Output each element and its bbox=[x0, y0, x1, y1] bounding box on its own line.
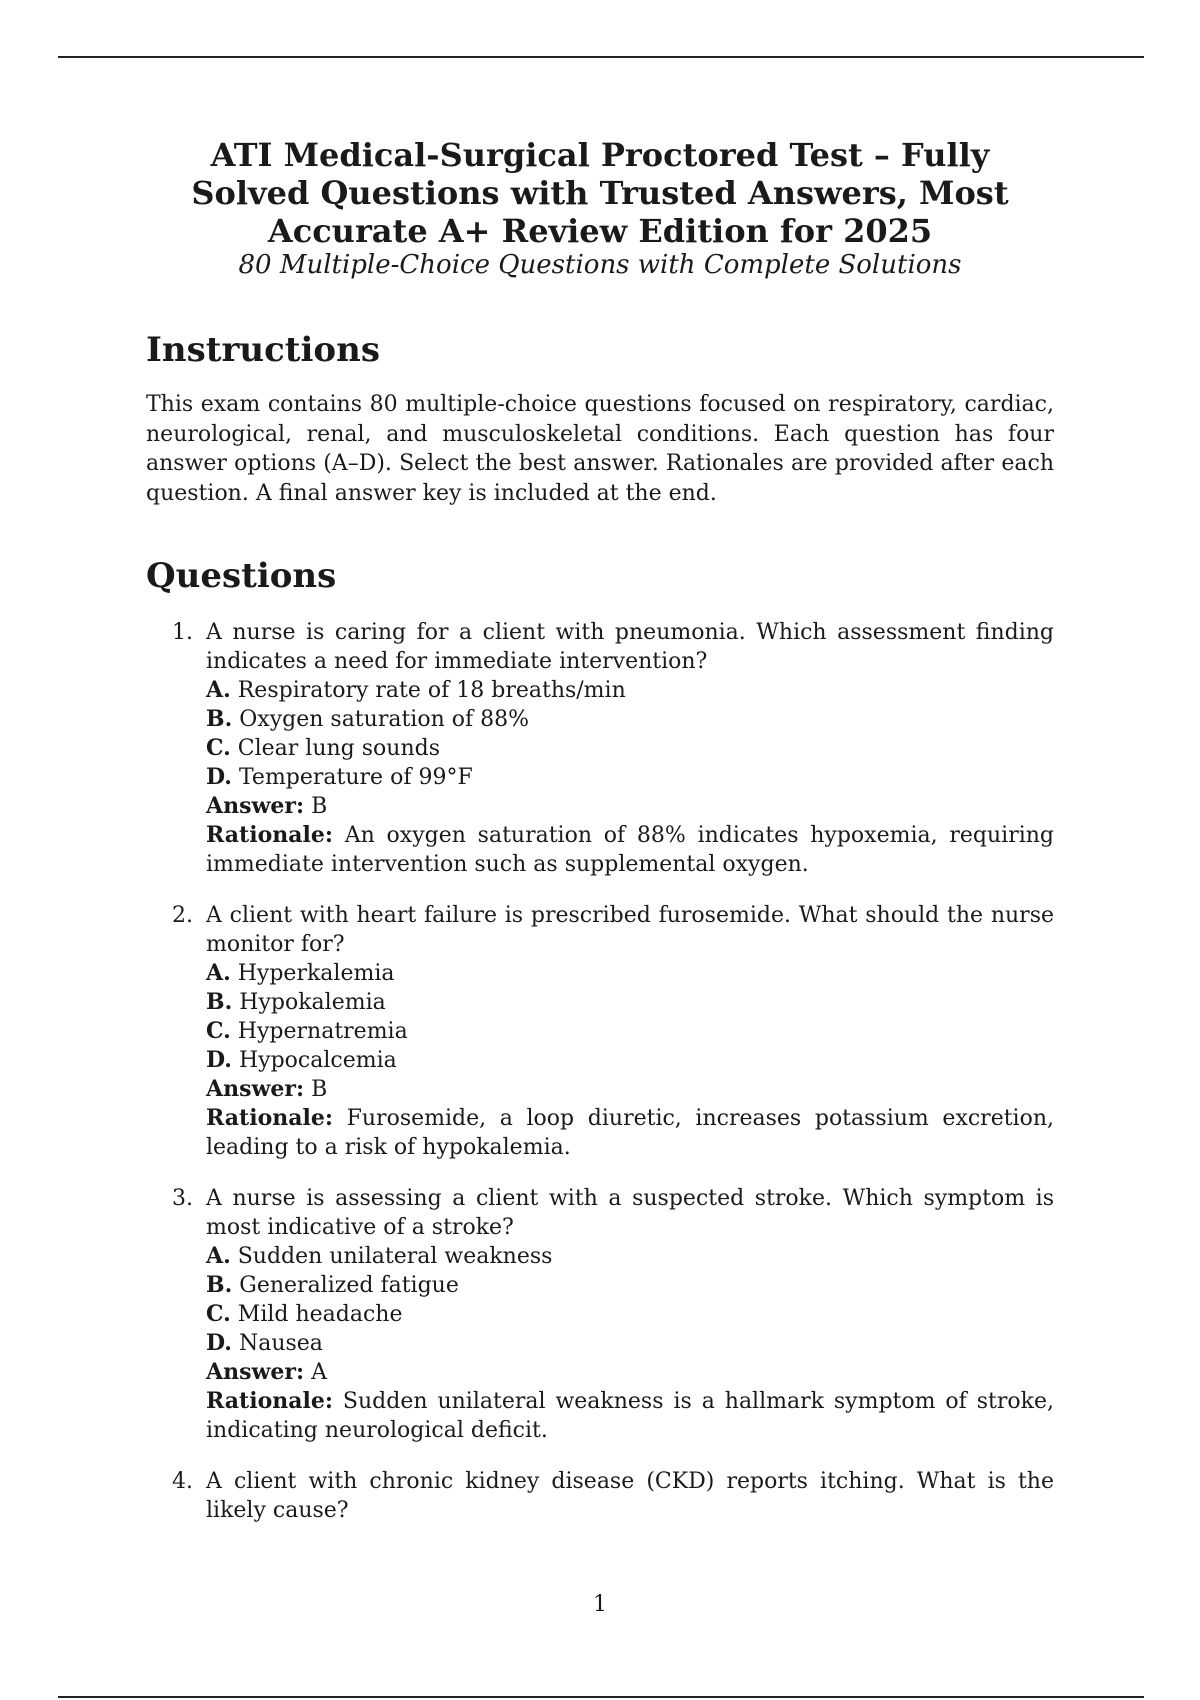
question-number: 4. bbox=[172, 1469, 193, 1494]
answer-label: Answer: bbox=[206, 1359, 305, 1385]
answer-option bbox=[206, 1017, 1054, 1046]
question-item bbox=[146, 618, 1054, 879]
answer-option bbox=[206, 1300, 1054, 1329]
question-item bbox=[146, 1184, 1054, 1445]
question-number: 2. bbox=[172, 903, 193, 928]
option-text: Hypokalemia bbox=[239, 990, 386, 1015]
option-letter: B. bbox=[206, 989, 233, 1015]
page-number: 1 bbox=[593, 1592, 607, 1617]
answer-option bbox=[206, 763, 1054, 792]
document-subtitle: 80 Multiple-Choice Questions with Complete Solutions bbox=[238, 250, 962, 280]
option-letter: A. bbox=[206, 1243, 231, 1269]
option-letter: D. bbox=[206, 764, 232, 790]
answer-label: Answer: bbox=[206, 793, 305, 819]
answer-option bbox=[206, 676, 1054, 705]
answer-value: B bbox=[311, 1077, 328, 1102]
rationale-label: Rationale: bbox=[206, 822, 333, 848]
answer-option bbox=[206, 1271, 1054, 1300]
question-text: A nurse is assessing a client with a suspected stroke. Which symptom is most indicative of a stroke? bbox=[206, 1186, 1054, 1240]
answer-option bbox=[206, 1242, 1054, 1271]
answer-option bbox=[206, 734, 1054, 763]
answer-line bbox=[206, 1358, 1054, 1387]
option-text: Generalized fatigue bbox=[239, 1273, 459, 1298]
answer-option bbox=[206, 1329, 1054, 1358]
rationale-line bbox=[206, 1104, 1054, 1162]
bottom-rule bbox=[58, 1696, 1144, 1698]
rationale-text: An oxygen saturation of 88% indicates hypoxemia, requiring immediate intervention such as supplemental oxygen. bbox=[206, 823, 1054, 877]
answer-label: Answer: bbox=[206, 1076, 305, 1102]
option-letter: D. bbox=[206, 1047, 232, 1073]
option-letter: C. bbox=[206, 1301, 231, 1327]
option-letter: A. bbox=[206, 677, 231, 703]
answer-line bbox=[206, 1075, 1054, 1104]
option-letter: B. bbox=[206, 706, 233, 732]
option-text: Clear lung sounds bbox=[237, 736, 441, 761]
rationale-label: Rationale: bbox=[206, 1105, 333, 1131]
option-text: Oxygen saturation of 88% bbox=[239, 707, 530, 732]
answer-value: A bbox=[311, 1360, 327, 1385]
question-item bbox=[146, 1467, 1054, 1525]
answer-line bbox=[206, 792, 1054, 821]
answer-option bbox=[206, 959, 1054, 988]
instructions-heading: Instructions bbox=[146, 330, 380, 370]
option-text: Hyperkalemia bbox=[237, 961, 395, 986]
option-letter: A. bbox=[206, 960, 231, 986]
question-text: A nurse is caring for a client with pneumonia. Which assessment finding indicates a need for immediate intervention? bbox=[206, 620, 1054, 674]
answer-option bbox=[206, 1046, 1054, 1075]
option-text: Temperature of 99°F bbox=[238, 765, 473, 790]
question-text: A client with heart failure is prescribed furosemide. What should the nurse monitor for? bbox=[206, 903, 1054, 957]
instructions-text: This exam contains 80 multiple-choice questions focused on respiratory, cardiac, neurological, renal, and musculoskeletal conditions. Each question has four answer options (A–D). Select the best answer. Rationales are provided after each question. A final answer key is included at the end. bbox=[146, 392, 1054, 506]
option-text: Nausea bbox=[238, 1331, 323, 1356]
question-item bbox=[146, 901, 1054, 1162]
question-number: 1. bbox=[172, 620, 193, 645]
rationale-line bbox=[206, 821, 1054, 879]
option-text: Hypernatremia bbox=[237, 1019, 408, 1044]
rationale-text: Sudden unilateral weakness is a hallmark symptom of stroke, indicating neurological deficit. bbox=[206, 1389, 1054, 1443]
document-title: ATI Medical-Surgical Proctored Test – Fully Solved Questions with Trusted Answers, Most Accurate A+ Review Edition for 2025 bbox=[191, 136, 1009, 250]
top-rule bbox=[58, 56, 1144, 58]
option-letter: C. bbox=[206, 1018, 231, 1044]
option-text: Sudden unilateral weakness bbox=[237, 1244, 553, 1269]
option-letter: D. bbox=[206, 1330, 232, 1356]
question-text: A client with chronic kidney disease (CKD) reports itching. What is the likely cause? bbox=[206, 1469, 1054, 1523]
rationale-text: Furosemide, a loop diuretic, increases potassium excretion, leading to a risk of hypokalemia. bbox=[206, 1106, 1054, 1160]
answer-value: B bbox=[311, 794, 328, 819]
option-letter: C. bbox=[206, 735, 231, 761]
question-list bbox=[146, 618, 1054, 1525]
answer-option bbox=[206, 988, 1054, 1017]
option-text: Hypocalcemia bbox=[238, 1048, 397, 1073]
option-text: Respiratory rate of 18 breaths/min bbox=[237, 678, 626, 703]
rationale-label: Rationale: bbox=[206, 1388, 333, 1414]
rationale-line bbox=[206, 1387, 1054, 1445]
option-letter: B. bbox=[206, 1272, 233, 1298]
question-number: 3. bbox=[172, 1186, 193, 1211]
questions-heading: Questions bbox=[146, 556, 337, 596]
page-content bbox=[146, 136, 1054, 1547]
option-text: Mild headache bbox=[237, 1302, 403, 1327]
answer-option bbox=[206, 705, 1054, 734]
